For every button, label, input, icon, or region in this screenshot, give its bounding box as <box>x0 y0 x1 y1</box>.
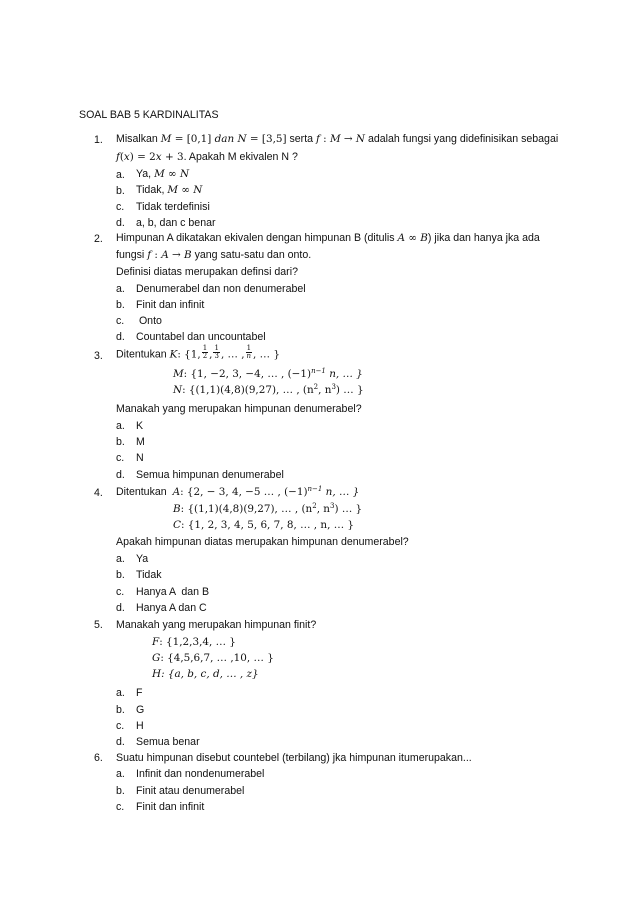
option-text <box>136 185 202 196</box>
option-label: a. <box>116 687 125 699</box>
text: Tidak, <box>136 184 168 196</box>
option-text: K <box>136 420 144 432</box>
option-label: d. <box>116 736 125 748</box>
set-name: A <box>172 486 181 498</box>
math: : {1,2,3,4, … } <box>159 636 236 648</box>
question-number: 1. <box>94 134 103 146</box>
option-text: Finit atau denumerabel <box>136 785 245 797</box>
math: = 2 <box>133 151 156 163</box>
set-h-definition <box>152 669 259 680</box>
option-label: d. <box>116 469 125 481</box>
option-label: b. <box>116 785 125 797</box>
set-name: K <box>169 348 178 361</box>
option-text: Countabel dan uncountabel <box>136 331 266 343</box>
exponent: 2 <box>312 502 317 510</box>
option-text: Denumerabel dan non denumerabel <box>136 283 306 295</box>
math: → <box>340 133 356 145</box>
option-label: c. <box>116 586 125 598</box>
denominator: 2 <box>202 352 208 360</box>
math: M ∞ N <box>167 184 203 196</box>
option-text: F <box>136 687 143 699</box>
question-number: 3. <box>94 350 103 362</box>
math: ) … } <box>334 503 363 515</box>
option-label: c. <box>116 720 125 732</box>
math: M <box>329 133 341 145</box>
math: , … , <box>220 348 245 361</box>
option-label: c. <box>116 801 125 813</box>
question-text: Manakah yang merupakan himpunan finit? <box>116 619 317 631</box>
option-text: Hanya A dan C <box>136 602 207 614</box>
math: : {1, <box>177 348 201 361</box>
math: A <box>161 249 169 261</box>
math: N <box>355 133 366 145</box>
option-label: c. <box>116 315 125 327</box>
question-number: 5. <box>94 619 103 631</box>
exponent: n−1 <box>311 367 326 375</box>
math: B <box>184 249 192 261</box>
math: , n <box>316 503 330 515</box>
set-name: B <box>173 503 181 515</box>
question-1-line-2 <box>116 152 298 163</box>
option-text: M <box>136 436 145 448</box>
fraction <box>213 345 219 360</box>
option-text: Onto <box>136 315 162 327</box>
set-name: N <box>173 384 183 396</box>
text: yang satu-satu dan onto. <box>191 249 312 261</box>
option-label: b. <box>116 299 125 311</box>
option-label: b. <box>116 185 125 197</box>
math: x <box>123 151 130 163</box>
text: serta <box>286 133 316 145</box>
exponent: 3 <box>331 383 336 391</box>
math: f <box>316 133 320 145</box>
math: M <box>160 133 172 145</box>
set-k-definition: Ditentukan K: {1, $\frac{1}{2}$ , $\frac{1}{3}$ , … , $\frac{1}{n}$ , … } <box>116 344 280 361</box>
math: , … } <box>253 348 280 361</box>
question-2-line-2 <box>116 250 311 261</box>
question-number: 6. <box>94 752 103 764</box>
math: n, … } <box>325 368 363 380</box>
math: : {(1,1)(4,8)(9,27), … , (n <box>182 384 314 396</box>
set-name: F <box>152 636 160 648</box>
question-text: Apakah himpunan diatas merupakan himpunan denumerabel? <box>116 536 409 548</box>
set-f-definition <box>152 637 236 648</box>
option-text <box>136 169 189 180</box>
math: ) … } <box>335 384 364 396</box>
option-text: N <box>136 452 144 464</box>
math: , n <box>318 384 332 396</box>
math: : {1, −2, 3, −4, … , (−1) <box>183 368 312 380</box>
option-text: Finit dan infinit <box>136 801 205 813</box>
option-label: a. <box>116 553 125 565</box>
numerator: 1 <box>202 344 208 352</box>
option-label: d. <box>116 217 125 229</box>
text: adalah fungsi yang didefinisikan sebagai <box>365 133 559 145</box>
option-label: d. <box>116 331 125 343</box>
math: + 3 <box>161 151 184 163</box>
text: Ya, <box>136 168 155 180</box>
option-text: Hanya A dan B <box>136 586 210 598</box>
set-b-definition <box>173 504 362 515</box>
question-text: Suatu himpunan disebut countebel (terbilang) jka himpunan itumerupakan... <box>116 752 472 764</box>
document-title: SOAL BAB 5 KARDINALITAS <box>79 109 219 121</box>
math: : {a, b, c, d, … , z} <box>161 668 259 680</box>
set-n-definition <box>173 385 364 396</box>
numerator: 1 <box>246 344 252 352</box>
option-label: a. <box>116 768 125 780</box>
option-text: a, b, dan c benar <box>136 217 216 229</box>
text: . Apakah M ekivalen N ? <box>183 151 298 163</box>
set-c-definition <box>173 520 354 531</box>
math: : <box>151 249 162 261</box>
text: ) jika dan hanya jka ada <box>427 232 540 244</box>
option-text: H <box>136 720 144 732</box>
option-label: c. <box>116 452 125 464</box>
option-label: c. <box>116 201 125 213</box>
math: = <box>246 133 262 145</box>
math: ( <box>119 151 124 163</box>
math: dan N <box>214 133 247 145</box>
fraction <box>202 345 208 360</box>
option-text: Tidak <box>136 569 162 581</box>
set-name: M <box>173 368 184 380</box>
math: x <box>155 151 162 163</box>
exponent: 2 <box>313 383 319 391</box>
option-text: G <box>136 704 145 716</box>
set-name: G <box>152 652 161 664</box>
option-label: b. <box>116 436 125 448</box>
option-label: b. <box>116 704 125 716</box>
math: : <box>319 133 330 145</box>
exponent: 3 <box>330 502 335 510</box>
math: A ∞ B <box>397 232 428 244</box>
text: Misalkan <box>116 133 161 145</box>
question-number: 4. <box>94 487 103 499</box>
set-a-definition <box>116 487 359 498</box>
math: f <box>116 151 120 163</box>
set-name: C <box>173 519 181 531</box>
question-1-line-1 <box>116 134 558 145</box>
option-label: d. <box>116 602 125 614</box>
option-text: Tidak terdefinisi <box>136 201 210 213</box>
option-label: b. <box>116 569 125 581</box>
math: : {(1,1)(4,8)(9,27), … , (n <box>180 503 313 515</box>
option-text: Semua benar <box>136 736 200 748</box>
math: : {4,5,6,7, … ,10, … } <box>160 652 274 664</box>
option-text: Semua himpunan denumerabel <box>136 469 284 481</box>
question-number: 2. <box>94 233 103 245</box>
numerator: 1 <box>214 344 219 352</box>
option-label: a. <box>116 420 125 432</box>
fraction <box>246 345 252 360</box>
option-label: a. <box>116 169 125 181</box>
text: Himpunan A dikatakan ekivalen dengan himpunan B (ditulis <box>116 232 398 244</box>
set-m-definition <box>173 369 363 380</box>
math: → <box>168 249 185 261</box>
denominator: n <box>246 352 252 360</box>
set-g-definition <box>152 653 274 664</box>
math: n, … } <box>322 486 360 498</box>
text: Ditentukan <box>116 486 170 498</box>
question-text: Definisi diatas merupakan definsi dari? <box>116 266 298 278</box>
text: fungsi <box>116 249 148 261</box>
question-text: Manakah yang merupakan himpunan denumerabel? <box>116 403 362 415</box>
option-label: a. <box>116 283 125 295</box>
question-2-line-1 <box>116 233 540 244</box>
text: Ditentukan <box>116 348 170 361</box>
math: f <box>147 249 152 261</box>
option-text: Ya <box>136 553 149 565</box>
math: = <box>171 133 187 145</box>
math: : {1, 2, 3, 4, 5, 6, 7, 8, … , n, … } <box>180 519 355 531</box>
math: [0,1] <box>186 133 212 145</box>
exponent: n−1 <box>307 485 323 493</box>
math: : {2, − 3, 4, −5 … , (−1) <box>180 486 308 498</box>
denominator: 3 <box>214 352 219 360</box>
set-name: H <box>152 668 162 680</box>
option-text: Finit dan infinit <box>136 299 205 311</box>
math: [3,5] <box>261 133 287 145</box>
option-text: Infinit dan nondenumerabel <box>136 768 265 780</box>
math: ) <box>129 151 134 163</box>
math: M ∞ N <box>154 168 190 180</box>
